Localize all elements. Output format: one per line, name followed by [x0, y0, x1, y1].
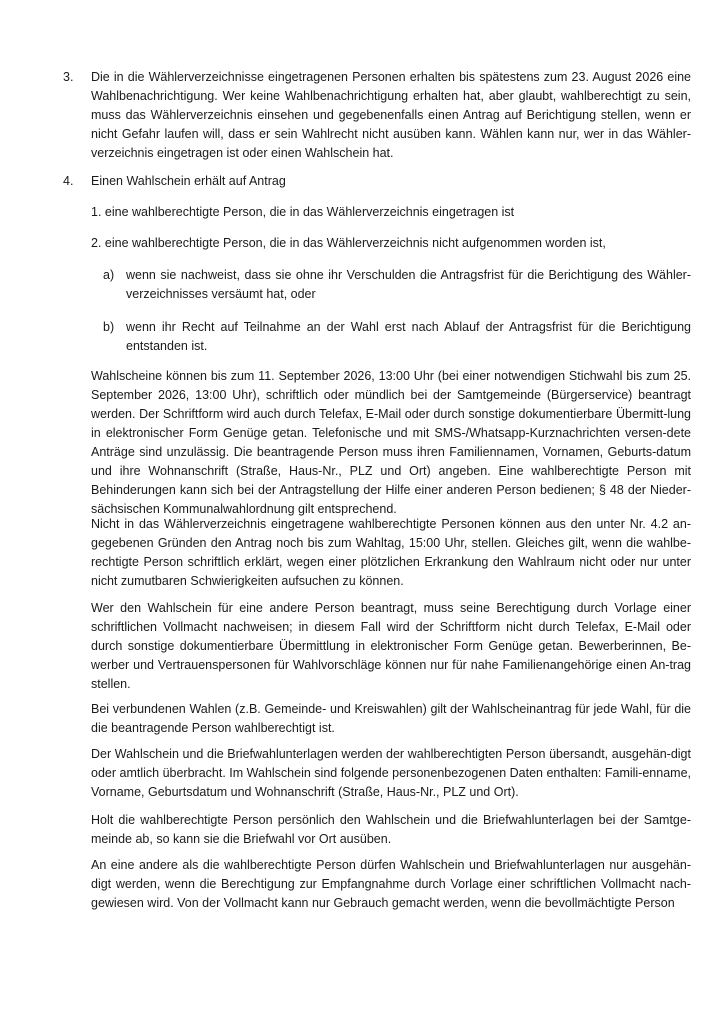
paragraph-on-site-voting: Holt die wahlberechtigte Person persönlich den Wahlschein und die Briefwahlunterlagen bei der Samtge-meinde ab, so kann sie die Briefwahl vor Ort ausüben. [91, 813, 691, 846]
paragraph-not-registered: Nicht in das Wählerverzeichnis eingetragene wahlberechtigte Personen können aus den unter Nr. 4.2 an-gegebenen Gründen den Antrag noch bis zum Wahltag, 15:00 Uhr, stellen. Gleiches gilt, wenn die wahlbe-rechtigte Person schriftlich erklärt, wegen einer plötzlichen Erkrankung den Wahlraum nicht oder nur unter nicht zumutbaren Schwierigkeiten aufsuchen zu können. [91, 517, 691, 588]
alpha-item-text: wenn sie nachweist, dass sie ohne ihr Verschulden die Antragsfrist für die Berichtigung des Wähler-verzeichnisses versäumt hat, oder [126, 268, 691, 301]
paragraph-application-deadline: Wahlscheine können bis zum 11. September 2026, 13:00 Uhr (bei einer notwendigen Stichwahl bis zum 25. September 2026, 13:00 Uhr), schriftlich oder mündlich bei der Samtgemeinde (Bürgerservice) beantragt werden. Der Schriftform wird auch durch Telefax, E-Mail oder durch sonstige dokumentierbare Übermitt-lung in elektronischer Form Genüge getan. Telefonische und mit SMS-/Whatsapp-Kurznachrichten versen-dete Anträge sind unzulässig. Die beantragende Person muss ihren Familiennamen, Vornamen, Geburts-datum und ihre Wohnanschrift (Straße, Haus-Nr., PLZ und Ort) angeben. Eine wahlberechtigte Person mit Behinderungen kann sich bei der Antragstellung der Hilfe einer anderen Person bedienen; § 48 der Nieder-sächsischen Kommunalwahlordnung gilt entsprechend. [91, 369, 691, 516]
list-item-text: Einen Wahlschein erhält auf Antrag [91, 174, 286, 188]
list-item-3 [63, 68, 691, 163]
list-item-text: Die in die Wählerverzeichnisse eingetragenen Personen erhalten bis spätestens zum 23. August 2026 eine Wahlbenachrichtigung. Wer keine Wahlbenachrichtigung erhalten hat, aber glaubt, wahlberechtigt zu sein, muss das Wählerverzeichnis einsehen und gegebenenfalls einen Antrag auf Berichtigung stellen, wenn er nicht Gefahr laufen will, dass er sein Wahlrecht nicht ausüben kann. Wählen kann nur, wer in das Wähler-verzeichnis eingetragen ist oder einen Wahlschein hat. [91, 70, 691, 160]
alpha-letter: b) [103, 320, 115, 334]
sub-item-2: 2. eine wahlberechtigte Person, die in das Wählerverzeichnis nicht aufgenommen worden ist, [91, 236, 606, 250]
list-item-4 [63, 172, 691, 191]
alpha-letter: a) [103, 268, 115, 282]
alpha-item-a [103, 266, 691, 304]
paragraph-delivery: Der Wahlschein und die Briefwahlunterlagen werden der wahlberechtigten Person übersandt, ausgehän-digt oder amtlich überbracht. Im Wahlschein sind folgende personenbezogenen Daten enthalten: Famili-enname, Vorname, Geburtsdatum und Wohnanschrift (Straße, Haus-Nr., PLZ und Ort). [91, 747, 691, 799]
alpha-item-text: wenn ihr Recht auf Teilnahme an der Wahl erst nach Ablauf der Antragsfrist für die Berichtigung entstanden ist. [126, 320, 691, 353]
list-number: 4. [63, 174, 74, 188]
paragraph-handover: An eine andere als die wahlberechtigte Person dürfen Wahlschein und Briefwahlunterlagen nur ausgehän-digt werden, wenn die Berechtigung zur Empfangnahme durch Vorlage einer schriftlichen Vollmacht nach-gewiesen wird. Von der Vollmacht kann nur Gebrauch gemacht werden, wenn die bevollmächtigte Person [91, 858, 691, 910]
paragraph-proxy-application: Wer den Wahlschein für eine andere Person beantragt, muss seine Berechtigung durch Vorlage einer schriftlichen Vollmacht nachweisen; in diesem Fall wird der Schriftform nicht durch Telefax, E-Mail oder durch sonstige dokumentierbare Übermittlung in elektronischer Form Genüge getan. Bewerberinnen, Be-werber und Vertrauenspersonen für Wahlvorschläge können nur für nahe Familienangehörige einen An-trag stellen. [91, 601, 691, 691]
list-number: 3. [63, 70, 74, 84]
alpha-item-b [103, 318, 691, 356]
paragraph-combined-elections: Bei verbundenen Wahlen (z.B. Gemeinde- und Kreiswahlen) gilt der Wahlscheinantrag für jede Wahl, für die die beantragende Person wahlberechtigt ist. [91, 702, 691, 735]
sub-item-1: 1. eine wahlberechtigte Person, die in das Wählerverzeichnis eingetragen ist [91, 205, 515, 219]
